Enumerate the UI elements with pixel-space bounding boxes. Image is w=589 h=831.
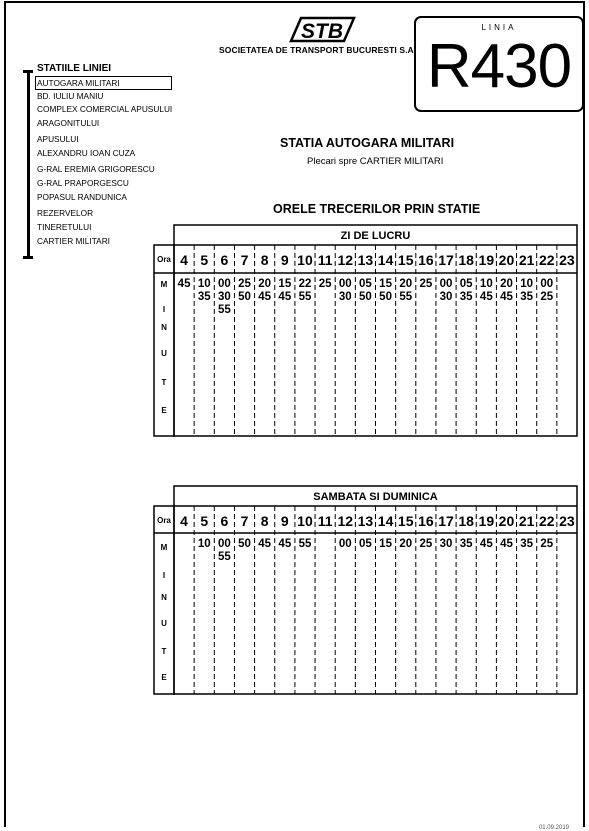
minute-cell: 45	[258, 538, 272, 550]
minute-letter: N	[161, 593, 167, 602]
station-item: POPASUL RANDUNICA	[37, 192, 127, 202]
hour-cell: 23	[559, 252, 575, 268]
minute-letter: M	[160, 280, 168, 289]
minute-cell: 55	[217, 551, 231, 563]
minute-cell: 25	[238, 278, 251, 290]
minute-cell: 50	[238, 291, 251, 303]
minute-cell: 22	[298, 278, 312, 290]
hour-cell: 19	[478, 252, 495, 268]
hour-cell: 22	[538, 252, 555, 268]
minute-cell: 55	[399, 291, 413, 303]
minute-cell: 25	[419, 278, 433, 290]
hour-cell: 19	[478, 513, 495, 529]
minute-cell: 50	[359, 291, 372, 303]
station-item: TINERETULUI	[37, 222, 92, 232]
minute-letter: E	[161, 673, 167, 682]
minute-cell: 05	[359, 278, 372, 290]
station-item: ARAGONITULUI	[37, 118, 100, 128]
hour-cell: 22	[538, 513, 555, 529]
hour-label: Ora	[157, 516, 171, 525]
minute-cell: 10	[520, 278, 534, 290]
minute-cell: 15	[379, 278, 392, 290]
minute-letter: U	[161, 349, 167, 358]
minute-cell: 30	[439, 291, 453, 303]
hour-cell: 23	[559, 513, 575, 529]
minute-letter: M	[160, 543, 168, 552]
hour-cell: 14	[377, 513, 394, 529]
minute-cell: 30	[439, 538, 453, 550]
hour-cell: 5	[200, 252, 209, 268]
hour-cell: 10	[297, 513, 313, 529]
minute-cell: 45	[278, 291, 292, 303]
minute-cell: 45	[258, 291, 272, 303]
minute-cell: 45	[479, 291, 493, 303]
hour-cell: 5	[200, 513, 209, 529]
minute-cell: 35	[197, 291, 211, 303]
minute-cell: 45	[479, 538, 493, 550]
minute-cell: 10	[479, 278, 493, 290]
station-current: AUTOGARA MILITARI	[35, 76, 172, 90]
hour-cell: 16	[418, 513, 434, 529]
minute-cell: 15	[278, 278, 292, 290]
minute-cell: 00	[338, 538, 352, 550]
minute-cell: 45	[278, 538, 292, 550]
minute-cell: 05	[459, 278, 473, 290]
minute-cell: 25	[318, 278, 332, 290]
minute-cell: 00	[217, 278, 231, 290]
minute-cell: 25	[419, 538, 433, 550]
minute-letter: I	[162, 305, 166, 314]
hour-cell: 10	[297, 252, 313, 268]
station-item: REZERVELOR	[37, 208, 94, 218]
minute-cell: 00	[217, 538, 231, 550]
minute-cell: 00	[540, 278, 554, 290]
hour-cell: 20	[498, 513, 515, 529]
minute-letter: U	[161, 619, 167, 628]
hour-cell: 17	[438, 513, 454, 529]
hour-cell: 6	[220, 252, 229, 268]
hour-cell: 8	[260, 252, 269, 268]
minute-cell: 55	[217, 304, 231, 316]
hour-cell: 4	[180, 252, 188, 268]
minute-letter: T	[161, 378, 167, 387]
minute-cell: 35	[459, 291, 473, 303]
minute-cell: 55	[298, 291, 312, 303]
company-name: SOCIETATEA DE TRANSPORT BUCURESTI S.A.	[219, 45, 417, 55]
minute-cell: 20	[399, 278, 413, 290]
minute-cell: 10	[197, 538, 211, 550]
minute-cell: 35	[459, 538, 473, 550]
minute-cell: 20	[258, 278, 272, 290]
line-number: R430	[426, 32, 572, 101]
section-title: ORELE TRECERILOR PRIN STATIE	[273, 202, 481, 216]
minute-cell: 05	[359, 538, 372, 550]
hour-cell: 12	[337, 252, 354, 268]
minute-cell: 55	[298, 538, 312, 550]
station-item: COMPLEX COMERCIAL APUSULUI	[37, 104, 173, 114]
hour-cell: 16	[418, 252, 434, 268]
station-item: CARTIER MILITARI	[37, 236, 110, 246]
hour-cell: 4	[180, 513, 188, 529]
hour-cell: 8	[260, 513, 269, 529]
hour-cell: 21	[518, 252, 535, 268]
minute-cell: 25	[540, 538, 554, 550]
line-label: LINIA	[481, 23, 517, 32]
hour-cell: 7	[240, 513, 249, 529]
minute-cell: 35	[520, 538, 534, 550]
station-item: BD. IULIU MANIU	[37, 91, 104, 101]
hour-cell: 21	[518, 513, 535, 529]
minute-cell: 30	[217, 291, 231, 303]
minute-cell: 50	[238, 538, 251, 550]
minute-cell: 45	[500, 538, 513, 550]
minute-cell: 50	[379, 291, 392, 303]
hour-cell: 14	[377, 252, 394, 268]
station-item: ALEXANDRU IOAN CUZA	[37, 148, 136, 158]
station-item: G-RAL PRAPORGESCU	[37, 178, 129, 188]
footer-date: 01.09.2019	[538, 825, 569, 831]
minute-cell: 15	[379, 538, 392, 550]
hour-cell: 15	[397, 252, 414, 268]
timetable-sheet	[4, 1, 585, 831]
hour-cell: 6	[220, 513, 229, 529]
hour-cell: 12	[337, 513, 354, 529]
minute-cell: 00	[439, 278, 453, 290]
hour-cell: 9	[280, 252, 289, 268]
minute-letter: I	[162, 571, 166, 580]
minute-cell: 20	[399, 538, 413, 550]
hour-cell: 11	[317, 513, 333, 529]
minute-cell: 45	[177, 278, 191, 290]
hour-cell: 18	[458, 513, 474, 529]
minute-letter: T	[161, 647, 167, 656]
hour-cell: 18	[458, 252, 474, 268]
minute-cell: 20	[500, 278, 513, 290]
minute-letter: E	[161, 406, 167, 415]
minute-cell: 25	[540, 291, 554, 303]
minute-letter: N	[161, 323, 167, 332]
hour-cell: 15	[397, 513, 414, 529]
hour-cell: 13	[357, 513, 374, 529]
stations-title: STATIILE LINIEI	[37, 63, 112, 74]
hour-cell: 13	[357, 252, 374, 268]
station-item: G-RAL EREMIA GRIGORESCU	[37, 164, 155, 174]
stop-title: STATIA AUTOGARA MILITARI	[280, 136, 455, 150]
schedule-title: SAMBATA SI DUMINICA	[313, 491, 438, 503]
minute-cell: 00	[338, 278, 352, 290]
minute-cell: 45	[500, 291, 513, 303]
hour-cell: 7	[240, 252, 249, 268]
stop-direction: Plecari spre CARTIER MILITARI	[307, 156, 444, 167]
stb-logo-text: STB	[301, 20, 343, 43]
schedule-title: ZI DE LUCRU	[340, 230, 411, 242]
hour-cell: 9	[280, 513, 289, 529]
minute-cell: 35	[520, 291, 534, 303]
schedule-tables	[6, 3, 587, 829]
hour-cell: 17	[438, 252, 454, 268]
hour-cell: 11	[317, 252, 333, 268]
minute-cell: 30	[338, 291, 352, 303]
minute-cell: 10	[197, 278, 211, 290]
station-item: APUSULUI	[37, 134, 79, 144]
hour-label: Ora	[157, 255, 171, 264]
hour-cell: 20	[498, 252, 515, 268]
